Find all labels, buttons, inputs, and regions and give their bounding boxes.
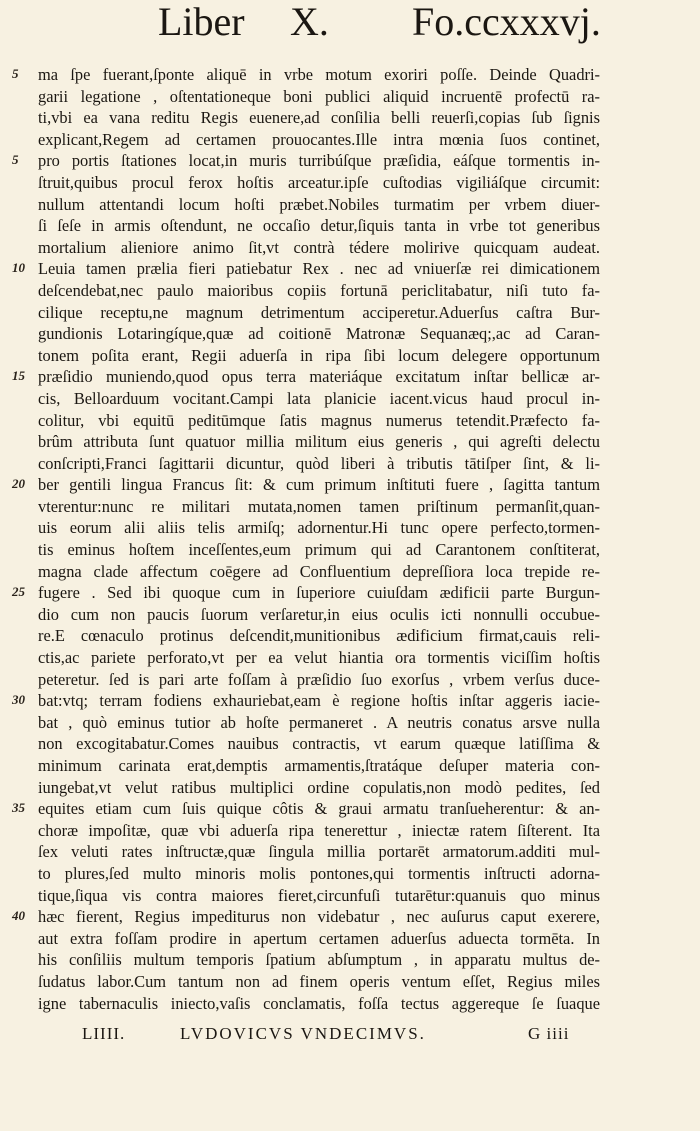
text-line [0,604,700,626]
line-number: 40 [12,908,25,924]
line-text: uis eorum alii aliis telis armiſq; adornentur.Hi tunc opere perfecto,tormen- [38,518,600,538]
line-number: 10 [12,260,25,276]
line-text: ma ſpe fuerant,ſponte aliquē in vrbe motum exoriri poſſe. Deinde Quadri- [38,65,600,84]
body-text [0,64,700,1014]
text-line [0,496,700,518]
footer-title: LVDOVICVS VNDECIMVS. [180,1024,426,1043]
line-text: explicant,Regem ad certamen prouocantes.Ille intra mœnia ſuos continet, [38,129,600,149]
line-text: dio cum non paucis ſuorum verſaretur,in eius oculis icti nonnulli occubue- [38,604,600,624]
text-line [0,517,700,539]
header-book-number: X. [290,0,329,44]
line-text: tonem poſita erant, Regii aduerſa in ripa ſibi locum delegere opportunum [38,345,600,365]
line-text: brûm attributa ſunt quatuor millia militum eius generis , qui agreſti delectu [38,432,600,452]
text-line [0,194,700,216]
text-line [0,150,700,172]
line-text: re.E cœnaculo protinus deſcendit,munitionibus ædificium firmat,cauis reli- [38,626,600,646]
line-text: nullum attentandi locum hoſti præbet.Nobiles turmatim per vrbem diuer- [38,194,600,214]
text-line [0,172,700,194]
text-line [0,733,700,755]
text-line [0,863,700,885]
text-line [0,949,700,971]
text-line [0,474,700,496]
line-text: aut extra foſſam prodire in apertum certamen aduerſus aduecta tormēta. In [38,928,600,948]
running-header [150,0,620,52]
text-line [0,215,700,237]
line-text: ti,vbi ea vana reditu Regis euenere,ad conſilia belli reuerſi,copias ſub ſignis [38,108,600,128]
line-text: non excogitabatur.Comes nauibus contractis, vt earum quæque latiſſima & [38,734,600,754]
line-number: 25 [12,584,25,600]
text-line [0,906,700,928]
text-line [0,237,700,259]
text-line [0,431,700,453]
text-line [0,582,700,604]
text-line [0,388,700,410]
line-text: igne tabernaculis iniecto,vaſis conclamatis, foſſa tectus aggereque ſe ſuaque [38,993,600,1013]
text-line [0,625,700,647]
line-text: magna clade affectum coēgere ad Confluentium depreſſiora loca trepide re- [38,561,600,581]
header-folio-number: Fo.ccxxxvj. [412,0,601,44]
line-text: præſidio muniendo,quod opus terra materiáque excitatum inſtar bellicæ ar- [38,367,600,387]
line-text: colitur, vbi equitū peditūmque ſatis magnus numerus tetendit.Præfecto fa- [38,410,600,430]
line-text: minimum carinata erat,demptis armamentis,ſtratáque deſuper materia con- [38,756,600,775]
line-text: deſcendebat,nec paulo maioribus copiis fortunā periclitabatur, niſi tuto fa- [38,280,600,300]
text-line [0,820,700,842]
line-number: 35 [12,800,25,816]
line-number: 20 [12,476,25,492]
line-text: choræ impoſitæ, quæ vbi aduerſa ripa tenerettur , iniectæ ratem ſiſterent. Ita [38,820,600,840]
text-line [0,669,700,691]
text-line [0,561,700,583]
text-line [0,755,700,777]
text-line [0,86,700,108]
line-text: ctis,ac pariete perforato,vt per ea velut hiantia ora tormentis viciſſim hoſtis [38,648,600,668]
text-line [0,798,700,820]
line-text: peteretur. ſed is pari arte foſſam à præſidio ſuo exorſus , vrbem verſus duce- [38,669,600,689]
line-text: garii legatione , oſtentationeque boni publici aliquid incruentē profectū ra- [38,86,600,106]
text-line [0,928,700,950]
text-line [0,258,700,280]
line-text: ſi ſeſe in armis oſtendunt, ne occaſio detur,ſiquis tanta in vrbe tot generibus [38,216,600,236]
line-text: tique,ſiqua vis contra maiores fieret,circunfuſi tutarētur:quanuis quo minus [38,885,600,905]
footer-number: LIIII. [82,1024,126,1043]
line-number: 30 [12,692,25,708]
line-text: fugere . Sed ibi quoque cum in ſuperiore cuiuſdam ædificii parte Burgun- [38,583,600,603]
text-line [0,453,700,475]
text-line [0,777,700,799]
text-line [0,366,700,388]
line-text: ſtruit,quibus procul ferox hoſtis arceatur.ipſe cuſtodias vigiliáſque circumit: [38,172,600,192]
line-text: gundionis Lotaringíque,quæ ad coitionē Matronæ Sequanæq;,ac ad Caran- [38,324,600,344]
line-number: 5 [12,66,19,81]
line-text: ſex veluti rates inſtructæ,quæ ſingula millia portarēt armatorum.additi mul- [38,842,600,862]
text-line [0,647,700,669]
line-text: cis, Belloarduum vocitant.Campi lata planicie iacent.vicus haud procul in- [38,388,600,408]
text-line [0,712,700,734]
line-text: cilique receptu,ne magnum detrimentum acciperetur.Aduerſus caſtra Bur- [38,302,600,322]
text-line [0,107,700,129]
line-number: 5 [12,152,19,168]
text-line [0,280,700,302]
line-text: ber gentili lingua Francus ſit: & cum primum inſtituti fuere , ſagitta tantum [38,475,600,495]
line-text: vterentur:nunc re militari mutata,nomen tamen priſtinum permanſit,quan- [38,496,600,516]
line-text: bat , quò eminus tutior ab hoſte permaneret . A neutris conatus arsve nulla [38,712,600,732]
line-text: pro portis ſtationes locat,in muris turribúſque præſidia, eáſque tormentis in- [38,151,600,171]
line-text: conſcripti,Franci ſagittarii dicuntur, quòd liberi à tributis tātiſper ſint, & li- [38,453,600,473]
text-line [0,302,700,324]
line-text: tis eminus hoſtem inceſſentes,eum primum qui ad Carantonem conſtiterat, [38,540,600,560]
line-text: ſudatus labor.Cum tantum non ad finem operis ventum eſſet, Regius miles [38,971,600,991]
text-line [0,885,700,907]
line-text: to plures,ſed multo minoris molis pontones,qui tormentis inſtructi adorna- [38,863,600,883]
line-text: his conſiliis multum temporis ſpatium abſumptum , in apparatu multus de- [38,950,600,970]
text-line [0,993,700,1015]
footer-signature-mark: G iiii [528,1024,570,1043]
line-number: 15 [12,368,25,384]
text-line [0,410,700,432]
text-line [0,841,700,863]
text-line [0,971,700,993]
header-book-label: Liber [158,0,245,44]
text-line [0,690,700,712]
text-line [0,345,700,367]
text-line [0,539,700,561]
page-footer [70,1024,590,1050]
line-text: Leuia tamen prælia fieri patiebatur Rex . nec ad vniuerſæ rei dimicationem [38,259,600,279]
text-line [0,64,700,86]
text-line [0,323,700,345]
line-text: equites etiam cum ſuis quique côtis & graui armatu tranſueherentur: & an- [38,799,600,819]
line-text: hæc fierent, Regius impediturus non videbatur , nec auſurus caput exerere, [38,907,600,927]
text-line [0,129,700,151]
line-text: iungebat,vt velut ratibus multiplici ordine copulatis,non modò pedites, ſed [38,777,600,797]
line-text: mortalium alieniore animo ſit,vt contrà tédere molirive quicquam audeat. [38,237,600,257]
line-text: bat:vtq; terram fodiens exhauriebat,eam è regione hoſtis inſtar aggeris iacie- [38,691,600,711]
